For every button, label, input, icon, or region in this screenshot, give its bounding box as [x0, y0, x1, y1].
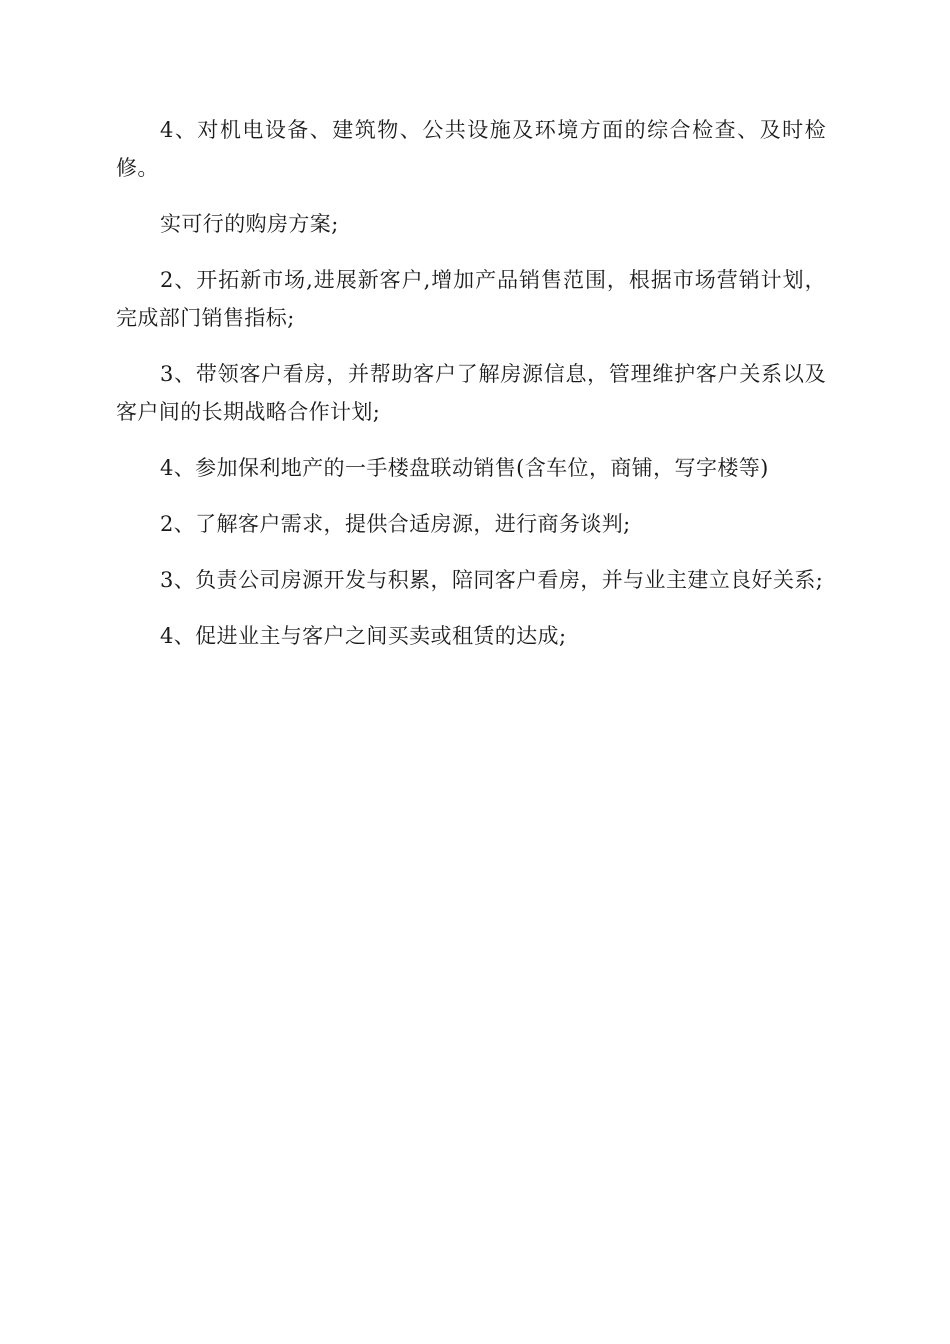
- paragraph-1: 4、对机电设备、建筑物、公共设施及环境方面的综合检查、及时检修。: [116, 118, 826, 180]
- document-body: [116, 111, 826, 673]
- paragraph-6: 2、了解客户需求，提供合适房源，进行商务谈判;: [160, 512, 631, 536]
- paragraph-3: 2、开拓新市场,进展新客户,增加产品销售范围，根据市场营销计划，完成部门销售指标;: [116, 268, 826, 330]
- paragraph-2: 实可行的购房方案;: [160, 212, 339, 236]
- paragraph-5: 4、参加保利地产的一手楼盘联动销售(含车位，商铺，写字楼等): [160, 456, 769, 480]
- paragraph-7: 3、负责公司房源开发与积累，陪同客户看房，并与业主建立良好关系;: [160, 568, 824, 592]
- paragraph-4: 3、带领客户看房，并帮助客户了解房源信息，管理维护客户关系以及客户间的长期战略合作计划;: [116, 362, 826, 424]
- paragraph-8: 4、促进业主与客户之间买卖或租赁的达成;: [160, 624, 567, 648]
